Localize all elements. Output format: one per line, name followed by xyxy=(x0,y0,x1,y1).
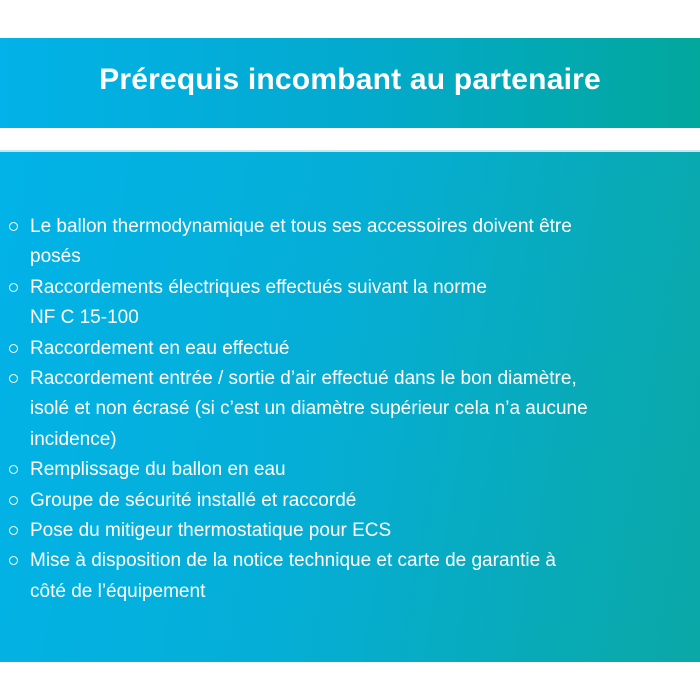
hollow-circle-bullet-icon xyxy=(9,374,18,383)
list-item-text: Groupe de sécurité installé et raccordé xyxy=(30,489,357,511)
list-item-text: Raccordement en eau effectué xyxy=(30,337,290,359)
hollow-circle-bullet-icon xyxy=(9,526,18,535)
prerequisites-list xyxy=(0,212,700,607)
hollow-circle-bullet-icon xyxy=(9,465,18,474)
content-panel xyxy=(0,152,700,662)
hollow-circle-bullet-icon xyxy=(9,556,18,565)
list-item xyxy=(0,546,700,607)
list-item-text: incidence) xyxy=(30,428,117,450)
list-item xyxy=(0,516,700,546)
list-item xyxy=(0,455,700,485)
list-item-text: côté de l’équipement xyxy=(30,580,206,602)
hollow-circle-bullet-icon xyxy=(9,222,18,231)
hollow-circle-bullet-icon xyxy=(9,283,18,292)
list-item-text: Pose du mitigeur thermostatique pour ECS xyxy=(30,520,392,542)
list-item-text: Mise à disposition de la notice technique et carte de garantie à xyxy=(30,550,556,572)
list-item-text: Raccordements électriques effectués suivant la norme xyxy=(30,276,487,298)
list-item-text: posés xyxy=(30,246,81,268)
list-item xyxy=(0,364,700,455)
list-item xyxy=(0,486,700,516)
list-item-text: NF C 15-100 xyxy=(30,307,139,329)
title-banner xyxy=(0,38,700,128)
list-item-text: isolé et non écrasé (si c’est un diamètre supérieur cela n’a aucune xyxy=(30,398,588,420)
hollow-circle-bullet-icon xyxy=(9,496,18,505)
list-item xyxy=(0,273,700,334)
page-title: Prérequis incombant au partenaire xyxy=(99,63,601,96)
list-item-text: Le ballon thermodynamique et tous ses accessoires doivent être xyxy=(30,216,572,237)
hollow-circle-bullet-icon xyxy=(9,344,18,353)
list-item-text: Remplissage du ballon en eau xyxy=(30,459,286,481)
list-item-text: Raccordement entrée / sortie d’air effectué dans le bon diamètre, xyxy=(30,368,577,390)
list-item xyxy=(0,212,700,273)
list-item xyxy=(0,334,700,364)
